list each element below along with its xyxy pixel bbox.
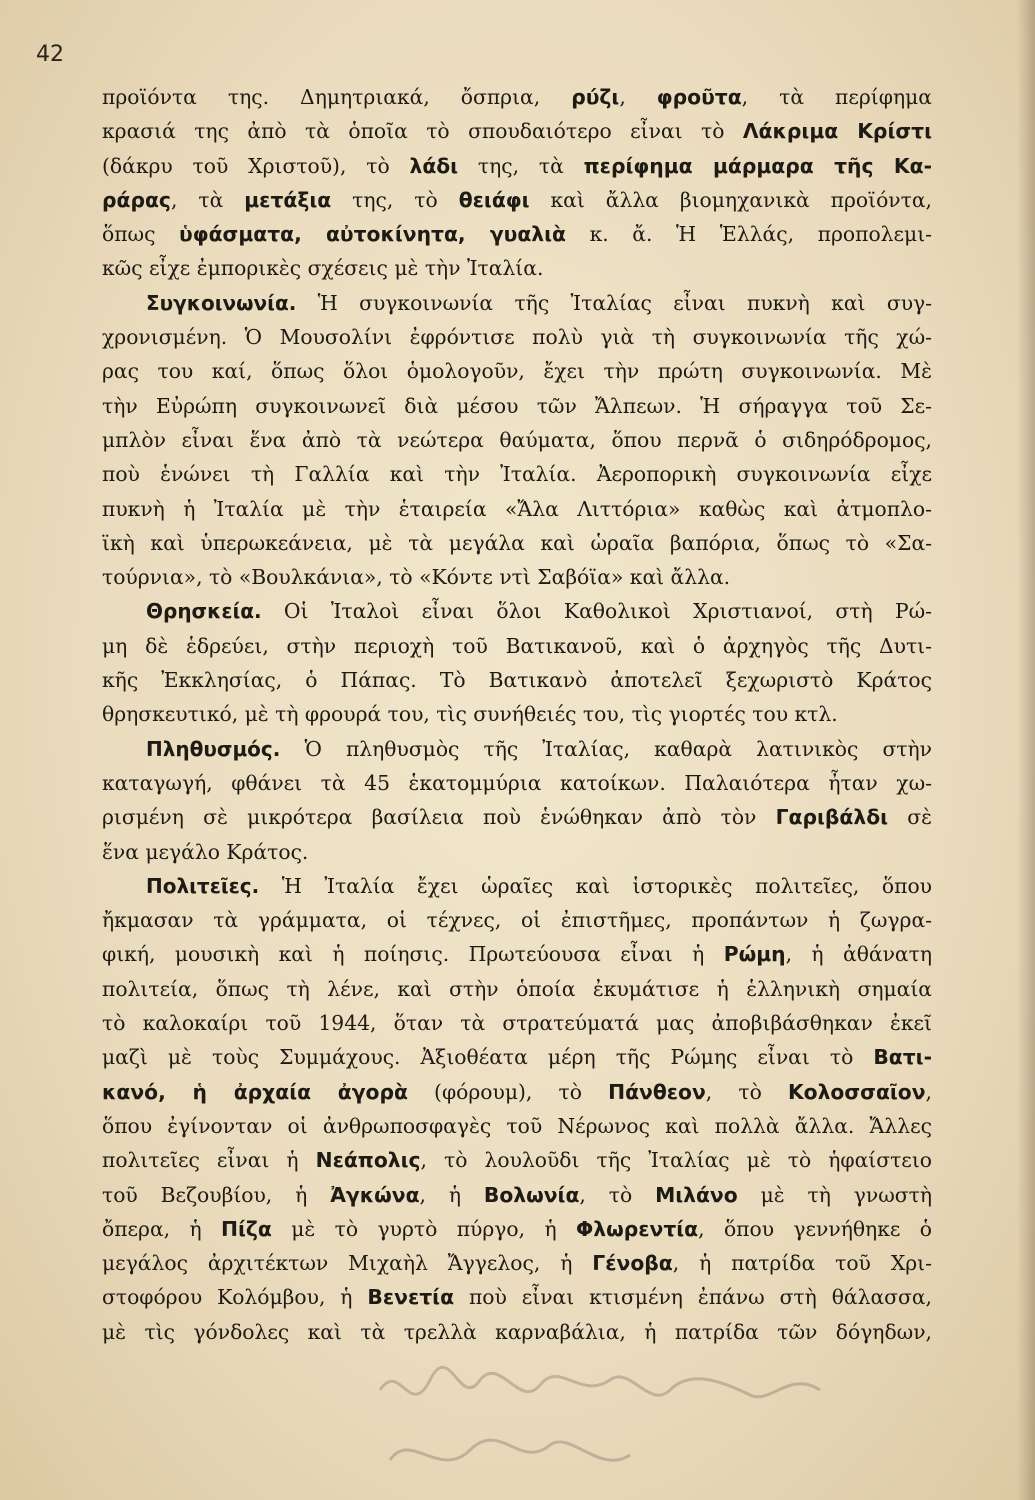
text-run: ϊκὴ καὶ ὑπερωκεάνεια, μὲ τὰ μεγάλα καὶ ὡραῖα βαπόρια, ὅπως τὸ «Σα- (102, 530, 932, 555)
bold-term: Γένοβα (592, 1251, 673, 1276)
text-line (102, 423, 932, 457)
section-heading: Πληθυσμός. (146, 736, 281, 761)
text-run: μὲ τὸ γυρτὸ πύργο, ἡ (271, 1216, 576, 1241)
text-run: πυκνὴ ἡ Ἰταλία μὲ τὴν ἑταιρεία «Ἄλα Λιττόρια» καθὼς καὶ ἀτμοπλο- (102, 496, 932, 521)
text-line (102, 183, 932, 217)
bold-term: Βατι- (873, 1045, 932, 1070)
bold-term: Πίζα (221, 1216, 272, 1241)
text-line (102, 800, 932, 834)
text-line (102, 1280, 932, 1314)
bold-term: θειάφι (458, 187, 530, 212)
bold-term: λάδι (409, 153, 459, 178)
text-run: της, τὸ (331, 187, 459, 212)
body-text (102, 80, 932, 1349)
bold-term: Βενετία (367, 1285, 455, 1310)
bold-term: Λάκριμα Κρίστι (742, 119, 932, 144)
text-line (102, 286, 932, 320)
text-run: ἕνα μεγάλο Κράτος. (102, 839, 309, 864)
text-run: πολιτεία, ὅπως τὴ λένε, καὶ στὴν ὁποία ἐκυμάτισε ἡ ἑλληνικὴ σημαία (102, 976, 932, 1001)
pencil-handwriting-mark (370, 1350, 830, 1490)
text-run: ποὺ ἑνώνει τὴ Γαλλία καὶ τὴν Ἰταλία. Ἀεροπορικὴ συγκοινωνία εἶχε (102, 462, 932, 487)
text-run: ὅπου ἐγίνονταν οἱ ἀνθρωποσφαγὲς τοῦ Νέρωνος καὶ πολλὰ ἄλλα. Ἄλλες (102, 1113, 932, 1138)
bold-term: Μιλάνο (655, 1182, 738, 1207)
bold-term: Πάνθεον (608, 1079, 706, 1104)
text-run: τούρνια», τὸ «Βουλκάνια», τὸ «Κόντε ντὶ Σαβόϊα» καὶ ἄλλα. (102, 565, 731, 590)
text-line (102, 1315, 932, 1349)
text-run: , (925, 1079, 932, 1104)
text-run: ρας του καί, ὅπως ὅλοι ὁμολογοῦν, ἔχει τὴν πρώτη συγκοινωνία. Μὲ (102, 359, 932, 384)
text-run: καὶ ἄλλα βιομηχανικὰ προϊόντα, (529, 187, 932, 212)
text-run: κ. ἄ. Ἡ Ἑλλάς, προπολεμι- (565, 222, 932, 247)
text-run: τὴν Εὐρώπη συγκοινωνεῖ διὰ μέσου τῶν Ἄλπεων. Ἡ σήραγγα τοῦ Σε- (102, 393, 932, 418)
text-run: , τὸ λουλοῦδι τῆς Ἰταλίας μὲ τὸ ἡφαίστειο (420, 1148, 932, 1173)
text-run: χρονισμένη. Ὁ Μουσολίνι ἐφρόντισε πολὺ γιὰ τὴ συγκοινωνία τῆς χώ- (102, 325, 932, 350)
text-line (102, 251, 932, 285)
text-run: κρασιά της ἀπὸ τὰ ὁποῖα τὸ σπουδαιότερο εἶναι τὸ (102, 119, 743, 144)
text-line (102, 1178, 932, 1212)
text-line (102, 217, 932, 251)
text-run: Ὁ πληθυσμὸς τῆς Ἰταλίας, καθαρὰ λατινικὸς στὴν (280, 736, 932, 761)
page-number: 42 (36, 42, 64, 67)
text-run: ὅπως (102, 222, 180, 247)
text-line (102, 1006, 932, 1040)
text-line (102, 697, 932, 731)
text-line (102, 1040, 932, 1074)
bold-term: Φλωρεντία (576, 1216, 699, 1241)
text-run: , τὸ (579, 1182, 656, 1207)
text-line (102, 114, 932, 148)
section-heading: Θρησκεία. (146, 599, 262, 624)
text-run: καταγωγή, φθάνει τὰ 45 ἑκατομμύρια κατοίκων. Παλαιότερα ἦταν χω- (102, 770, 932, 795)
text-line (102, 594, 932, 628)
text-run: μη δὲ ἑδρεύει, στὴν περιοχὴ τοῦ Βατικανοῦ, καὶ ὁ ἀρχηγὸς τῆς Δυτι- (102, 633, 932, 658)
text-line (102, 869, 932, 903)
text-line (102, 1246, 932, 1280)
text-run: , τὰ περίφημα (741, 85, 932, 109)
text-line (102, 320, 932, 354)
text-run: σὲ (888, 805, 932, 830)
text-line (102, 560, 932, 594)
text-run: , τὸ (705, 1079, 788, 1104)
text-run: στοφόρου Κολόμβου, ἡ (102, 1285, 368, 1310)
text-run: πολιτεῖες εἶναι ἡ (102, 1148, 316, 1173)
text-line (102, 1109, 932, 1143)
page-edge-shadow (1017, 0, 1035, 1500)
bold-term: ὑφάσματα, αὐτοκίνητα, γυαλιὰ (179, 222, 566, 247)
text-line (102, 937, 932, 971)
text-run: , ἡ ἀθάνατη (785, 942, 932, 967)
text-line (102, 903, 932, 937)
section-heading: Πολιτεῖες. (146, 873, 260, 898)
bold-term: Κολοσσαῖον (787, 1079, 926, 1104)
text-line (102, 526, 932, 560)
text-run: Ἡ συγκοινωνία τῆς Ἰταλίας εἶναι πυκνὴ καὶ συγ- (296, 290, 932, 315)
text-run: μὲ τὶς γόνδολες καὶ τὰ τρελλὰ καρναβάλια, ἡ πατρίδα τῶν δόγηδων, (102, 1319, 932, 1344)
text-run: κῆς Ἐκκλησίας, ὁ Πάπας. Τὸ Βατικανὸ ἀποτελεῖ ξεχωριστὸ Κράτος (102, 668, 932, 693)
text-run: κῶς εἶχε ἐμπορικὲς σχέσεις μὲ τὴν Ἰταλία. (102, 256, 544, 281)
text-line (102, 629, 932, 663)
text-run: μπλὸν εἶναι ἕνα ἀπὸ τὰ νεώτερα θαύματα, ὅπου περνᾶ ὁ σιδηρόδρομος, (102, 427, 932, 452)
text-line (102, 1143, 932, 1177)
text-run: , ἡ (419, 1182, 484, 1207)
text-run: φική, μουσικὴ καὶ ἡ ποίησις. Πρωτεύουσα εἶναι ἡ (102, 942, 724, 967)
text-run: (φόρουμ), τὸ (407, 1079, 609, 1104)
section-heading: Συγκοινωνία. (146, 290, 297, 315)
text-line (102, 663, 932, 697)
bold-term: Γαριβάλδι (775, 805, 889, 830)
bold-term: ρύζι (571, 85, 620, 109)
text-run: , τὰ (170, 187, 245, 212)
text-run: μεγάλος ἀρχιτέκτων Μιχαὴλ Ἄγγελος, ἡ (102, 1251, 593, 1276)
bold-term: ράρας (102, 187, 171, 212)
bold-term: φροῦτα (656, 85, 742, 109)
text-run: μὲ τὴ γνωστὴ (737, 1182, 932, 1207)
bold-term: Ἀγκώνα (330, 1182, 420, 1207)
text-run: , (619, 85, 657, 109)
bold-term: Βολωνία (483, 1182, 580, 1207)
text-run: ἤκμασαν τὰ γράμματα, οἱ τέχνες, οἱ ἐπιστῆμες, προπάντων ἡ ζωγρα- (102, 908, 932, 933)
text-run: Ἡ Ἰταλία ἔχει ὡραῖες καὶ ἱστορικὲς πολιτεῖες, ὅπου (259, 873, 932, 898)
bold-term: μετάξια (244, 187, 332, 212)
bold-term: κανό, ἡ ἀρχαία ἀγορὰ (102, 1079, 408, 1104)
text-line (102, 972, 932, 1006)
text-line (102, 835, 932, 869)
text-run: της, τὰ (458, 153, 584, 178)
text-run: , ὅπου γεννήθηκε ὁ (698, 1216, 932, 1241)
text-run: προϊόντα της. Δημητριακά, ὄσπρια, (102, 85, 572, 109)
text-line (102, 732, 932, 766)
text-run: Οἱ Ἰταλοὶ εἶναι ὅλοι Καθολικοὶ Χριστιανοί, στὴ Ρώ- (261, 599, 932, 624)
text-line (102, 389, 932, 423)
text-run: μαζὶ μὲ τοὺς Συμμάχους. Ἀξιοθέατα μέρη τῆς Ρώμης εἶναι τὸ (102, 1045, 874, 1070)
text-run: ποὺ εἶναι κτισμένη ἐπάνω στὴ θάλασσα, (454, 1285, 932, 1310)
text-line (102, 149, 932, 183)
text-line (102, 80, 932, 114)
bold-term: Νεάπολις (315, 1148, 421, 1173)
text-run: , ἡ πατρίδα τοῦ Χρι- (672, 1251, 932, 1276)
text-run: ρισμένη σὲ μικρότερα βασίλεια ποὺ ἑνώθηκαν ἀπὸ τὸν (102, 805, 776, 830)
text-run: ὄπερα, ἡ (102, 1216, 222, 1241)
bold-term: περίφημα μάρμαρα τῆς Κα- (583, 153, 932, 178)
text-line (102, 354, 932, 388)
text-run: τὸ καλοκαίρι τοῦ 1944, ὅταν τὰ στρατεύματά μας ἀποβιβάσθηκαν ἐκεῖ (102, 1011, 932, 1036)
text-line (102, 1075, 932, 1109)
text-line (102, 492, 932, 526)
text-line (102, 457, 932, 491)
text-line (102, 1212, 932, 1246)
text-run: θρησκευτικό, μὲ τὴ φρουρά του, τὶς συνήθειές του, τὶς γιορτές του κτλ. (102, 702, 838, 727)
text-run: τοῦ Βεζουβίου, ἡ (102, 1182, 331, 1207)
text-line (102, 766, 932, 800)
text-run: (δάκρυ τοῦ Χριστοῦ), τὸ (102, 153, 410, 178)
bold-term: Ρώμη (723, 942, 786, 967)
